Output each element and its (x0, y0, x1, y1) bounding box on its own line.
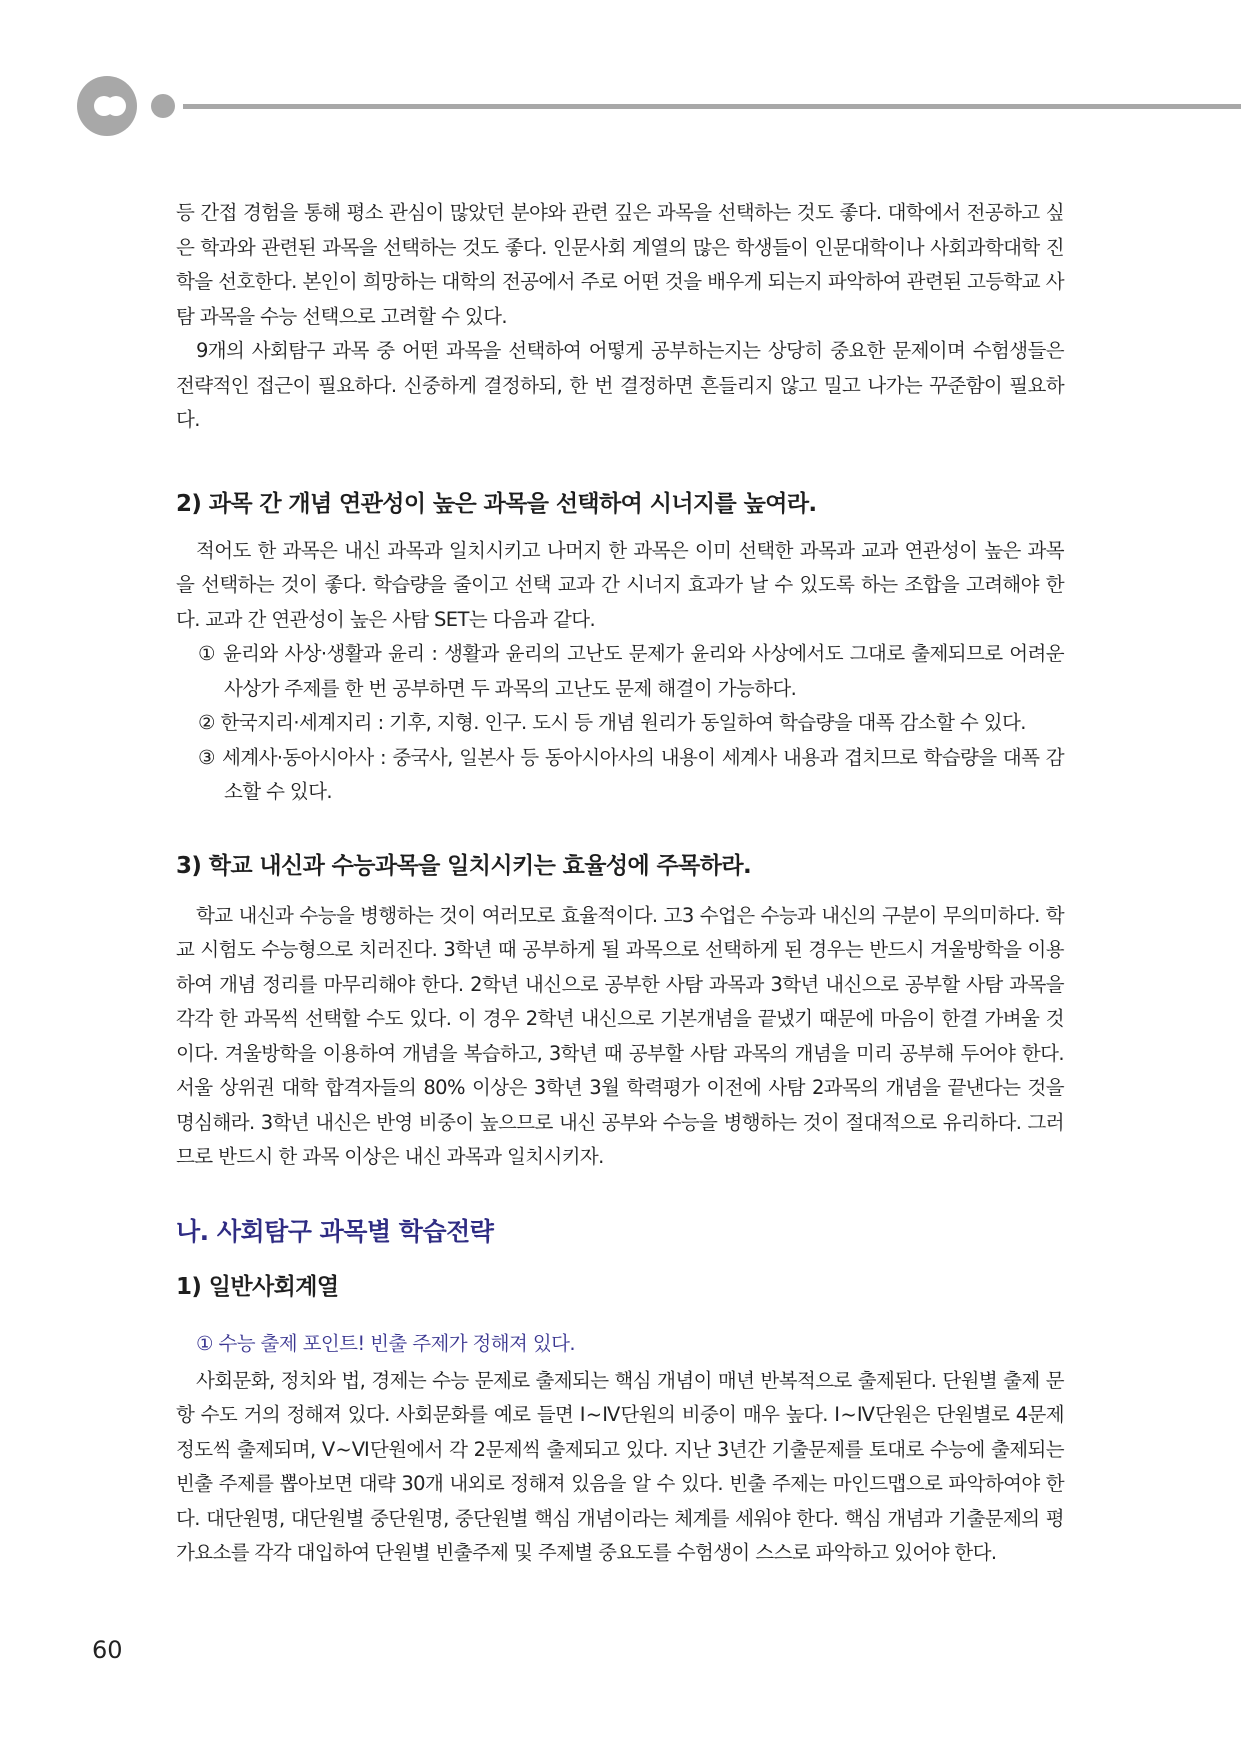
subject-set-list (176, 637, 1064, 810)
list-item: ③ 세계사·동아시아사 : 중국사, 일본사 등 동아시아사의 내용이 세계사 내용과 겹치므로 학습량을 대폭 감소할 수 있다. (198, 745, 1064, 803)
page-number: 60 (92, 1636, 123, 1664)
intro-paragraph-1: 등 간접 경험을 통해 평소 관심이 많았던 분야와 관련 깊은 과목을 선택하는 것도 좋다. 대학에서 전공하고 싶은 학과와 관련된 과목을 선택하는 것도 좋다. 인문사회 계열의 많은 학생들이 인문대학이나 사회과학대학 진학을 선호한다. 본인이 희망하는 대학의 전공에서 주로 어떤 것을 배우게 되는지 파악하여 관련된 고등학교 사탐 과목을 수능 선택으로 고려할 수 있다. (176, 201, 1064, 328)
subsection-heading: 1) 일반사회계열 (176, 1273, 339, 1300)
intro-paragraph-2: 9개의 사회탐구 과목 중 어떤 과목을 선택하여 어떻게 공부하는지는 상당히 중요한 문제이며 수험생들은 전략적인 접근이 필요하다. 신중하게 결정하되, 한 번 결정하면 흔들리지 않고 밀고 나가는 꾸준함이 필요하다. (176, 339, 1064, 431)
general-social-paragraph: 사회문화, 정치와 법, 경제는 수능 문제로 출제되는 핵심 개념이 매년 반복적으로 출제된다. 단원별 출제 문항 수도 거의 정해져 있다. 사회문화를 예로 들면 Ⅰ~Ⅳ단원의 비중이 매우 높다. Ⅰ~Ⅳ단원은 단원별로 4문제 정도씩 출제되며, Ⅴ~Ⅵ단원에서 각 2문제씩 출제되고 있다. 지난 3년간 기출문제를 토대로 수능에 출제되는 빈출 주제를 뽑아보면 대략 30개 내외로 정해져 있음을 알 수 있다. 빈출 주제는 마인드맵으로 파악하여야 한다. 대단원명, 대단원별 중단원명, 중단원별 핵심 개념이라는 체계를 세워야 한다. 핵심 개념과 기출문제의 평가요소를 각각 대입하여 단원별 빈출주제 및 주제별 중요도를 수험생이 스스로 파악하고 있어야 한다. (176, 1368, 1064, 1564)
section-heading-2: 2) 과목 간 개념 연관성이 높은 과목을 선택하여 시너지를 높여라. (176, 490, 817, 517)
chapter-heading: 나. 사회탐구 과목별 학습전략 (176, 1216, 494, 1246)
header-rule (183, 104, 1241, 109)
exam-point-subheading: ① 수능 출제 포인트! 빈출 주제가 정해져 있다. (196, 1331, 575, 1355)
page-content (176, 196, 1064, 1571)
inner-circle-right (106, 96, 126, 116)
section-heading-3: 3) 학교 내신과 수능과목을 일치시키는 효율성에 주목하라. (176, 852, 752, 879)
small-circle-icon (151, 94, 175, 118)
section3-paragraph: 학교 내신과 수능을 병행하는 것이 여러모로 효율적이다. 고3 수업은 수능과 내신의 구분이 무의미하다. 학교 시험도 수능형으로 치러진다. 3학년 때 공부하게 될 과목으로 선택하게 된 경우는 반드시 겨울방학을 이용하여 개념 정리를 마무리해야 한다. 2학년 내신으로 공부한 사탐 과목과 3학년 내신으로 공부할 사탐 과목을 각각 한 과목씩 선택할 수도 있다. 이 경우 2학년 내신으로 기본개념을 끝냈기 때문에 마음이 한결 가벼울 것이다. 겨울방학을 이용하여 개념을 복습하고, 3학년 때 공부할 사탐 과목의 개념을 미리 공부해 두어야 한다. 서울 상위권 대학 합격자들의 80% 이상은 3학년 3월 학력평가 이전에 사탐 2과목의 개념을 끝낸다는 것을 명심해라. 3학년 내신은 반영 비중이 높으므로 내신 공부와 수능을 병행하는 것이 절대적으로 유리하다. 그러므로 반드시 한 과목 이상은 내신 과목과 일치시키자. (176, 903, 1064, 1168)
header-decoration (0, 0, 1241, 160)
section2-paragraph: 적어도 한 과목은 내신 과목과 일치시키고 나머지 한 과목은 이미 선택한 과목과 교과 연관성이 높은 과목을 선택하는 것이 좋다. 학습량을 줄이고 선택 교과 간 시너지 효과가 날 수 있도록 하는 조합을 고려해야 한다. 교과 간 연관성이 높은 사탐 SET는 다음과 같다. (176, 538, 1064, 631)
list-item: ① 윤리와 사상·생활과 윤리 : 생활과 윤리의 고난도 문제가 윤리와 사상에서도 그대로 출제되므로 어려운 사상가 주제를 한 번 공부하면 두 과목의 고난도 문제 해결이 가능하다. (198, 642, 1064, 700)
list-item: ② 한국지리·세계지리 : 기후, 지형. 인구. 도시 등 개념 원리가 동일하여 학습량을 대폭 감소할 수 있다. (198, 711, 1026, 734)
